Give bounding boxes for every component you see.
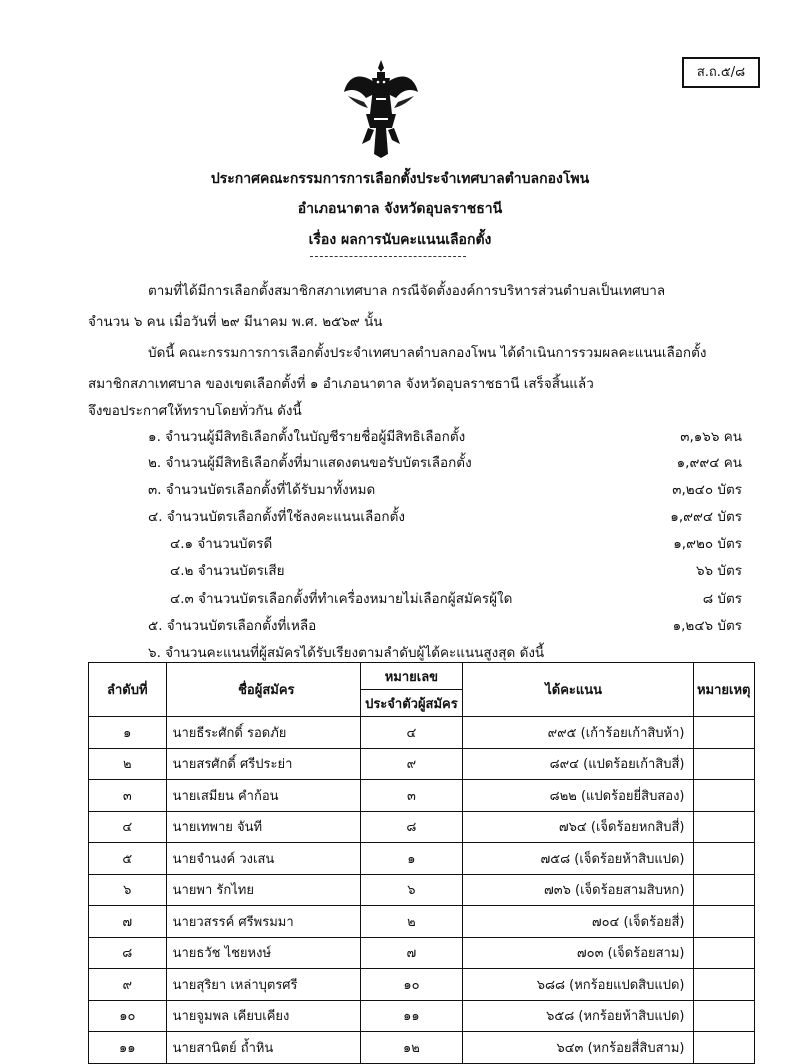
row-no: ๖ — [89, 874, 167, 906]
row-number: ๒ — [361, 906, 463, 938]
header-note: หมายเหตุ — [693, 663, 755, 717]
item-5-label: ๕. จำนวนบัตรเลือกตั้งที่เหลือ — [148, 618, 317, 634]
row-name: นายเสมียน คำก้อน — [166, 780, 360, 812]
row-name: นายวสรรค์ ศรีพรมมา — [166, 906, 360, 938]
table-row — [89, 843, 755, 875]
row-note — [693, 748, 755, 780]
item-4-value: ๑,๙๙๔ บัตร — [670, 509, 742, 525]
item-4-2-value: ๖๖ บัตร — [695, 563, 742, 579]
item-3-label: ๓. จำนวนบัตรเลือกตั้งที่ได้รับมาทั้งหมด — [148, 482, 376, 498]
paragraph-1-line-2: จำนวน ๖ คน เมื่อวันที่ ๒๙ มีนาคม พ.ศ. ๒๕๖๙ นั้น — [88, 314, 383, 330]
row-number: ๑๐ — [361, 969, 463, 1001]
header-number-line-1: หมายเลข — [361, 663, 463, 690]
row-note — [693, 937, 755, 969]
row-name: นายพา รักไทย — [166, 874, 360, 906]
row-votes: ๗๕๘ (เจ็ดร้อยห้าสิบแปด) — [462, 843, 693, 875]
row-number: ๓ — [361, 780, 463, 812]
row-no: ๑ — [89, 717, 167, 749]
row-no: ๑๐ — [89, 1000, 167, 1032]
paragraph-2-line-1: บัดนี้ คณะกรรมการการเลือกตั้งประจำเทศบาลตำบลกองโพน ได้ดำเนินการรวมผลคะแนนเลือกตั้ง — [148, 345, 707, 361]
row-name: นายสุริยา เหล่าบุตรศรี — [166, 969, 360, 1001]
document-code-box: ส.ถ.๕/๘ — [682, 57, 760, 88]
row-note — [693, 780, 755, 812]
row-number: ๑๒ — [361, 1032, 463, 1064]
header-no: ลำดับที่ — [89, 663, 167, 717]
row-note — [693, 874, 755, 906]
row-no: ๘ — [89, 937, 167, 969]
row-note — [693, 811, 755, 843]
item-1-label: ๑. จำนวนผู้มีสิทธิเลือกตั้งในบัญชีรายชื่อผู้มีสิทธิเลือกตั้ง — [148, 429, 466, 445]
row-votes: ๙๙๕ (เก้าร้อยเก้าสิบห้า) — [462, 717, 693, 749]
header-number-line-2: ประจำตัวผู้สมัคร — [361, 690, 463, 717]
row-number: ๑ — [361, 843, 463, 875]
item-1-value: ๓,๑๖๖ คน — [680, 429, 742, 445]
table-row — [89, 748, 755, 780]
row-number: ๔ — [361, 717, 463, 749]
row-name: นายเทพาย จันที — [166, 811, 360, 843]
row-name: นายสรศักดิ์ ศรีประย่า — [166, 748, 360, 780]
table-row — [89, 969, 755, 1001]
row-number: ๑๑ — [361, 1000, 463, 1032]
item-3-value: ๓,๒๔๐ บัตร — [672, 482, 742, 498]
table-row — [89, 937, 755, 969]
table-row — [89, 874, 755, 906]
item-4-label: ๔. จำนวนบัตรเลือกตั้งที่ใช้ลงคะแนนเลือกตั้ง — [148, 509, 405, 525]
item-2-value: ๑,๙๙๔ คน — [676, 455, 742, 471]
row-votes: ๗๓๖ (เจ็ดร้อยสามสิบหก) — [462, 874, 693, 906]
item-5-value: ๑,๒๔๖ บัตร — [672, 618, 742, 634]
row-number: ๖ — [361, 874, 463, 906]
row-votes: ๖๕๘ (หกร้อยห้าสิบแปด) — [462, 1000, 693, 1032]
garuda-emblem-icon — [342, 58, 420, 158]
row-note — [693, 717, 755, 749]
header-votes: ได้คะแนน — [462, 663, 693, 717]
item-4-3-value: ๘ บัตร — [702, 591, 742, 607]
row-no: ๗ — [89, 906, 167, 938]
paragraph-2-line-3: จึงขอประกาศให้ทราบโดยทั่วกัน ดังนี้ — [88, 403, 302, 419]
row-votes: ๖๘๘ (หกร้อยแปดสิบแปด) — [462, 969, 693, 1001]
table-row — [89, 780, 755, 812]
results-table — [88, 662, 755, 1064]
table-row — [89, 1000, 755, 1032]
table-row — [89, 906, 755, 938]
row-no: ๓ — [89, 780, 167, 812]
row-note — [693, 843, 755, 875]
table-row — [89, 717, 755, 749]
row-note — [693, 1032, 755, 1064]
row-no: ๑๑ — [89, 1032, 167, 1064]
row-votes: ๘๙๔ (แปดร้อยเก้าสิบสี่) — [462, 748, 693, 780]
row-votes: ๘๒๒ (แปดร้อยยี่สิบสอง) — [462, 780, 693, 812]
paragraph-1-line-1: ตามที่ได้มีการเลือกตั้งสมาชิกสภาเทศบาล กรณีจัดตั้งองค์การบริหารส่วนตำบลเป็นเทศบาล — [148, 283, 666, 299]
header-name: ชื่อผู้สมัคร — [166, 663, 360, 717]
row-name: นายจูมพล เคียบเคียง — [166, 1000, 360, 1032]
item-6-label: ๖. จำนวนคะแนนที่ผู้สมัครได้รับเรียงตามลำดับผู้ได้คะแนนสูงสุด ดังนี้ — [148, 645, 545, 661]
row-votes: ๗๐๔ (เจ็ดร้อยสี่) — [462, 906, 693, 938]
item-4-1-label: ๔.๑ จำนวนบัตรดี — [170, 536, 273, 552]
item-4-3-label: ๔.๓ จำนวนบัตรเลือกตั้งที่ทำเครื่องหมายไม่เลือกผู้สมัครผู้ใด — [170, 591, 513, 607]
row-votes: ๗๖๔ (เจ็ดร้อยหกสิบสี่) — [462, 811, 693, 843]
row-no: ๔ — [89, 811, 167, 843]
item-4-1-value: ๑,๙๒๐ บัตร — [673, 536, 742, 552]
announcement-location: อำเภอนาตาล จังหวัดอุบลราชธานี — [297, 201, 503, 217]
row-no: ๙ — [89, 969, 167, 1001]
row-number: ๗ — [361, 937, 463, 969]
item-4-2-label: ๔.๒ จำนวนบัตรเสีย — [170, 563, 285, 579]
row-no: ๕ — [89, 843, 167, 875]
row-name: นายจำนงค์ วงเสน — [166, 843, 360, 875]
item-2-label: ๒. จำนวนผู้มีสิทธิเลือกตั้งที่มาแสดงตนขอรับบัตรเลือกตั้ง — [148, 455, 472, 471]
announcement-title: ประกาศคณะกรรมการการเลือกตั้งประจำเทศบาลตำบลกองโพน — [210, 171, 590, 187]
row-votes: ๖๔๓ (หกร้อยสี่สิบสาม) — [462, 1032, 693, 1064]
row-note — [693, 969, 755, 1001]
table-row — [89, 811, 755, 843]
row-number: ๙ — [361, 748, 463, 780]
row-name: นายธีระศักดิ์ รอดภัย — [166, 717, 360, 749]
row-name: นายธวัช ไชยหงษ์ — [166, 937, 360, 969]
table-row — [89, 1032, 755, 1064]
row-name: นายสานิตย์ ถ้ำหิน — [166, 1032, 360, 1064]
paragraph-2-line-2: สมาชิกสภาเทศบาล ของเขตเลือกตั้งที่ ๑ อำเภอนาตาล จังหวัดอุบลราชธานี เสร็จสิ้นแล้ว — [88, 376, 594, 392]
row-no: ๒ — [89, 748, 167, 780]
row-note — [693, 1000, 755, 1032]
row-votes: ๗๐๓ (เจ็ดร้อยสาม) — [462, 937, 693, 969]
title-divider — [310, 256, 466, 257]
row-number: ๘ — [361, 811, 463, 843]
announcement-subject: เรื่อง ผลการนับคะแนนเลือกตั้ง — [308, 232, 492, 248]
row-note — [693, 906, 755, 938]
